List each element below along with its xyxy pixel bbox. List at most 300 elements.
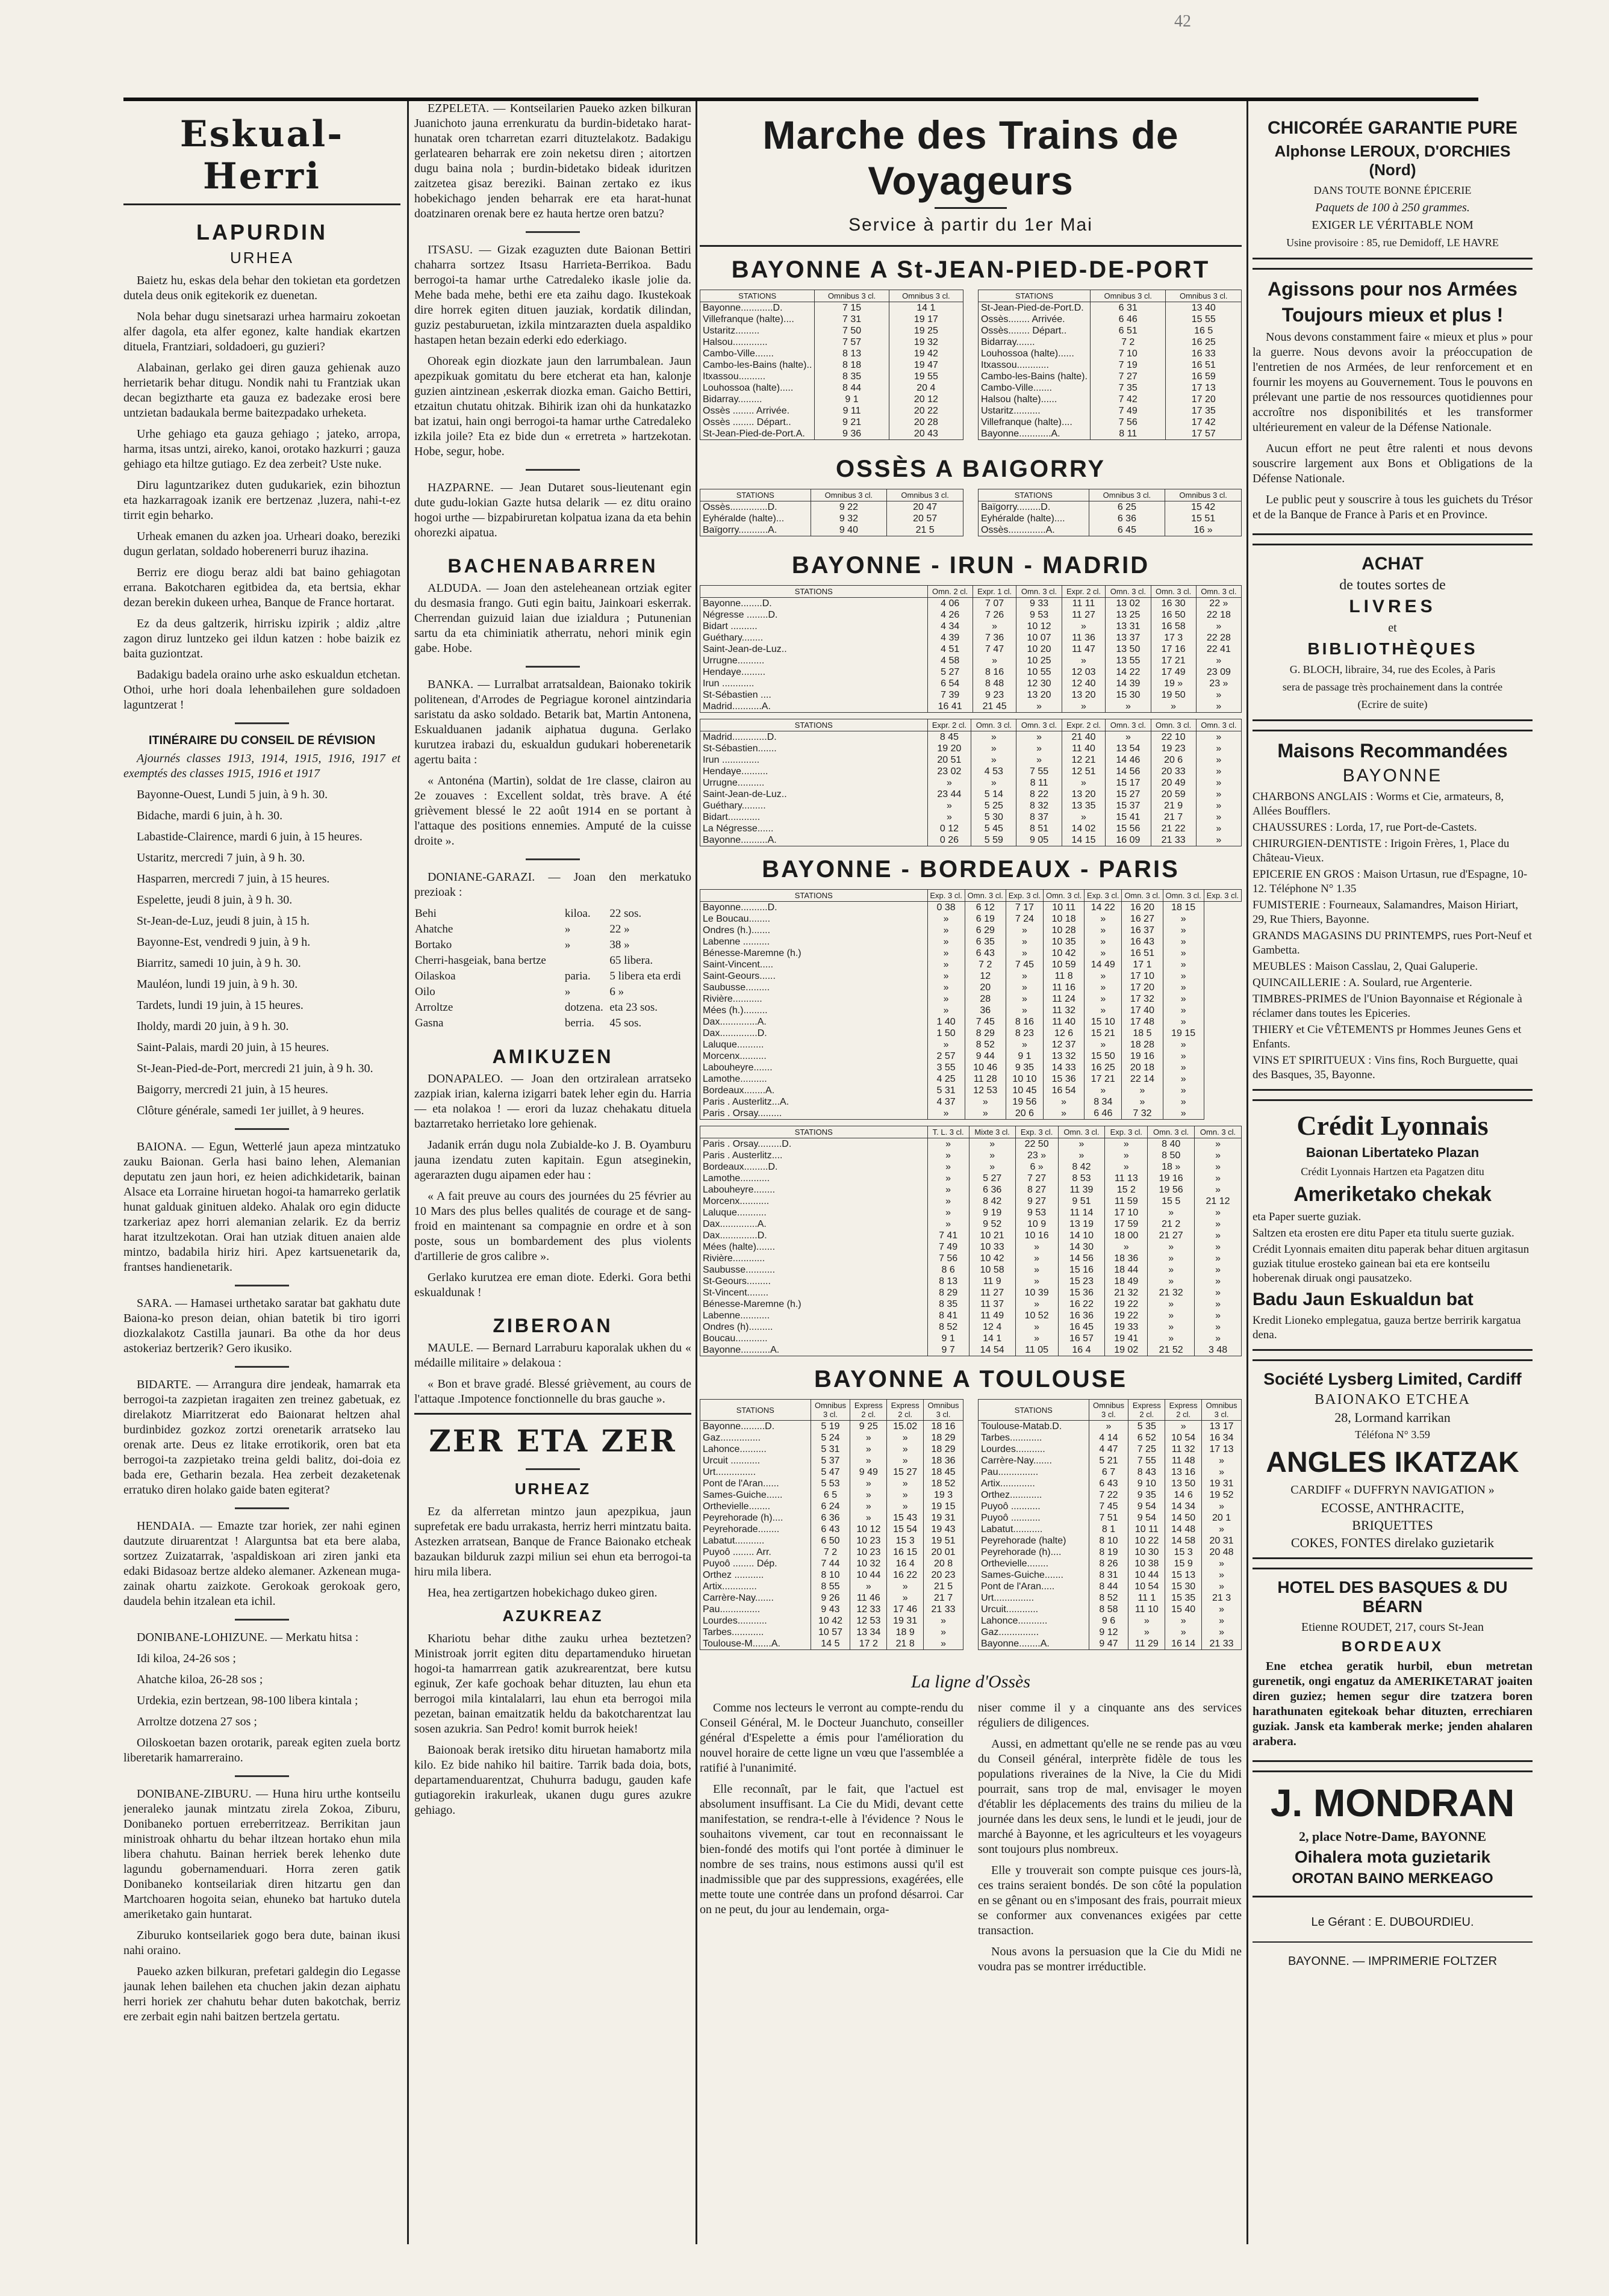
station-name: Labenne .......... xyxy=(700,936,928,948)
revision-line: Saint-Palais, mardi 20 juin, à 15 heures. xyxy=(137,1041,329,1054)
table-row xyxy=(979,501,1242,513)
table-row xyxy=(700,371,963,382)
table-row xyxy=(700,1432,963,1444)
departure-time: 11 32 xyxy=(1165,1444,1202,1455)
station-name: Négresse ........D. xyxy=(700,609,928,621)
timetable-bayonne-toulouse xyxy=(700,1399,963,1650)
table-row xyxy=(700,811,1242,823)
price-cell: 6 » xyxy=(609,985,624,998)
news-donapaleo-4: Gerlako kurutzea ere eman diote. Ederki. Gora bethi eskualdunak ! xyxy=(414,1271,691,1299)
table-header xyxy=(700,1126,1242,1138)
column-header: Omn. 3 cl. xyxy=(1151,719,1196,731)
azukreaz-text-2: Baionoak berak iretsiko ditu hiruetan hamabortz mila kilo. Ez bide nahiko hil baitire. Tarrik bada doia, bots, departamenduarentzat, Chuhurra badugu, gauden kafe gutiagorekin irakurleak, ukanen dugu gures azukre gehiago. xyxy=(414,1743,691,1817)
table-row xyxy=(700,666,1242,678)
departure-time: 9 10 xyxy=(1128,1478,1165,1489)
departure-time: 7 2 xyxy=(1090,337,1166,348)
departure-time: 21 32 xyxy=(1148,1287,1195,1298)
gerant: Le Gérant : E. DUBOURDIEU. xyxy=(1311,1916,1474,1929)
column-header: Expr. 1 cl. xyxy=(973,586,1016,598)
ad-line: Saltzen eta erosten ere ditu Paper eta titulu suerte guziak. xyxy=(1253,1227,1514,1240)
table-row xyxy=(979,1489,1242,1501)
departure-time: 13 31 xyxy=(1106,621,1151,632)
table-row xyxy=(700,1478,963,1489)
departure-time: 19 56 xyxy=(1006,1096,1043,1108)
price-cell: Gasna xyxy=(415,1017,444,1029)
column-1 xyxy=(123,101,400,2244)
column-header: Omn. 3 cl. xyxy=(971,719,1016,731)
table-row xyxy=(700,982,1242,993)
departure-time: 23 » xyxy=(1196,678,1241,689)
table-row xyxy=(700,1581,963,1592)
ad-heading: CHICORÉE GARANTIE PURE xyxy=(1267,118,1518,138)
ad-heading: Crédit Lyonnais xyxy=(1296,1110,1489,1141)
departure-time: 12 33 xyxy=(850,1604,887,1615)
separator xyxy=(235,1128,289,1130)
departure-time: » xyxy=(1196,655,1241,666)
separator xyxy=(526,1468,580,1470)
price-cell: » xyxy=(564,939,571,951)
table-row xyxy=(700,1455,963,1466)
departure-time: 6 46 xyxy=(1090,314,1166,325)
table-row xyxy=(700,1287,1242,1298)
departure-time: » xyxy=(1202,1604,1242,1615)
departure-time: 16 33 xyxy=(1166,348,1242,359)
departure-time: » xyxy=(1148,1333,1195,1344)
revision-title: ITINÉRAIRE DU CONSEIL DE RÉVISION xyxy=(148,734,376,747)
departure-time: » xyxy=(1006,1005,1043,1016)
station-name: Lahonce........... xyxy=(979,1615,1089,1627)
departure-time: 14 56 xyxy=(1106,766,1151,777)
separator xyxy=(526,666,580,668)
station-name: Paris . Orsay.........D. xyxy=(700,1138,928,1150)
departure-time: 11 27 xyxy=(969,1287,1015,1298)
business-entry: TIMBRES-PRIMES de l'Union Bayonnaise et Régionale à réclamer dans toutes les Epiceries. xyxy=(1253,993,1522,1020)
table-row xyxy=(700,1016,1242,1028)
news-bidarte: BIDARTE. — Arrangura dire jendeak, hamarrak eta berrogoi-ta zazpietan iragaiten zen treinez gabetuak, ez direlakotz Miarritzerat edo Baionarat heltzen ahal burdinbidez gozkoz zortzi orenetarik arratseko lau orenak arte. Deus ez litake errotikorik, oren bat eta berrogoi-ta zazpietako treina geldi balitz, doi-doia ez bada ere, Getharin bezala. Hea zerbeit dezaketenak erratuko diren holako gaide baten egiterat? xyxy=(123,1378,400,1497)
revision-line: Biarritz, samedi 10 juin, à 9 h. 30. xyxy=(137,957,301,970)
departure-time: 11 46 xyxy=(850,1592,887,1604)
departure-time: 10 9 xyxy=(1015,1218,1058,1230)
table-row xyxy=(700,1005,1242,1016)
departure-time: 7 56 xyxy=(927,1253,969,1264)
ad-line: DANS TOUTE BONNE ÉPICERIE xyxy=(1313,184,1472,196)
departure-time: 8 53 xyxy=(1058,1173,1105,1184)
business-entry: EPICERIE EN GROS : Maison Urtasun, rue d'Espagne, 10-12. Téléphone N° 1.35 xyxy=(1253,868,1528,895)
departure-time: 15 30 xyxy=(1165,1581,1202,1592)
table-row xyxy=(979,1592,1242,1604)
station-name: Bidart............ xyxy=(700,811,928,823)
departure-time: 6 35 xyxy=(965,936,1006,948)
departure-time: 8 13 xyxy=(927,1276,969,1287)
ad-line: Téléfona N° 3.59 xyxy=(1355,1429,1430,1441)
station-name: Pau............... xyxy=(700,1604,811,1615)
table-row xyxy=(979,1615,1242,1627)
departure-time: 9 25 xyxy=(850,1421,887,1433)
departure-time: » xyxy=(1196,800,1241,811)
departure-time: 18 36 xyxy=(924,1455,963,1466)
station-name: Lamothe.......... xyxy=(700,1073,928,1085)
ad-heading: Badu Jaun Eskualdun bat xyxy=(1253,1289,1474,1309)
departure-time: » xyxy=(1062,811,1106,823)
table-row xyxy=(700,632,1242,644)
departure-time: 16 45 xyxy=(1058,1321,1105,1333)
price-cell: dotzena. xyxy=(564,1001,603,1014)
region-title: BACHENABARREN xyxy=(447,555,658,577)
departure-time: 15 43 xyxy=(887,1512,924,1524)
departure-time: 9 33 xyxy=(1016,598,1062,610)
station-name: Ondres (h)......... xyxy=(700,1321,928,1333)
departure-time: 21 22 xyxy=(1151,823,1196,834)
station-name: Bayonne.........D. xyxy=(700,1421,811,1433)
departure-time: 9 6 xyxy=(1089,1615,1128,1627)
departure-time: 9 11 xyxy=(815,405,889,417)
departure-time: 4 47 xyxy=(1089,1444,1128,1455)
departure-time: 9 1 xyxy=(815,394,889,405)
station-name: Bayonne..........D. xyxy=(700,902,928,914)
departure-time: 10 32 xyxy=(850,1558,887,1569)
table-row xyxy=(700,1039,1242,1050)
table-row xyxy=(700,1050,1242,1062)
departure-time: » xyxy=(887,1501,924,1512)
price-cell: Behi xyxy=(415,907,437,920)
price-cell: Cherri-hasgeiak, bana bertze xyxy=(415,954,546,967)
departure-time: 36 xyxy=(965,1005,1006,1016)
departure-time: 22 10 xyxy=(1151,731,1196,743)
departure-time: » xyxy=(927,1173,969,1184)
departure-time: 22 » xyxy=(1196,598,1241,610)
departure-time: 8 51 xyxy=(1016,823,1062,834)
column-header: Expr. 2 cl. xyxy=(927,719,971,731)
departure-time: 10 25 xyxy=(1016,655,1062,666)
column-header: Exp. 3 cl. xyxy=(1105,1126,1148,1138)
departure-time: 20 47 xyxy=(887,501,963,513)
departure-time: » xyxy=(1016,701,1062,713)
station-name: Orthevielle........ xyxy=(700,1501,811,1512)
table-row xyxy=(979,314,1242,325)
departure-time: 13 02 xyxy=(1106,598,1151,610)
price-cell: Oilaskoa xyxy=(415,970,456,982)
departure-time: 0 26 xyxy=(927,834,971,846)
ad-line: G. BLOCH, libraire, 34, rue des Ecoles, à Paris xyxy=(1289,663,1496,675)
departure-time: » xyxy=(1148,1207,1195,1218)
departure-time: 9 35 xyxy=(1128,1489,1165,1501)
station-name: Peyrehorade........ xyxy=(700,1524,811,1535)
departure-time: » xyxy=(1202,1615,1242,1627)
departure-time: 9 27 xyxy=(1015,1196,1058,1207)
price-cell: eta 23 sos. xyxy=(609,1001,658,1014)
revision-line: Tardets, lundi 19 juin, à 15 heures. xyxy=(137,999,303,1012)
column-divider xyxy=(1246,101,1248,2244)
column-header: Omnibus 3 cl. xyxy=(889,290,963,302)
region-title: AMIKUZEN xyxy=(492,1046,614,1067)
departure-time: » xyxy=(927,982,965,993)
price-cell: » xyxy=(564,985,571,998)
departure-time: 11 29 xyxy=(1128,1638,1165,1650)
departure-time: 8 45 xyxy=(927,731,971,743)
route-title: BAYONNE - BORDEAUX - PARIS xyxy=(762,856,1180,883)
ad-heading: J. MONDRAN xyxy=(1270,1781,1515,1825)
table-row xyxy=(700,1604,963,1615)
departure-time: 5 30 xyxy=(971,811,1016,823)
departure-time: 7 19 xyxy=(1090,359,1166,371)
departure-time: » xyxy=(1202,1581,1242,1592)
column-header: Omn. 3 cl. xyxy=(1016,586,1062,598)
station-name: Bayonne........D. xyxy=(700,598,928,610)
separator xyxy=(235,1285,289,1286)
departure-time: 9 21 xyxy=(815,417,889,428)
departure-time: » xyxy=(1196,621,1241,632)
price-line: Arroltze dotzena 27 sos ; xyxy=(137,1715,257,1728)
departure-time: 9 43 xyxy=(811,1604,850,1615)
table-row xyxy=(700,1524,963,1535)
departure-time: 10 42 xyxy=(969,1253,1015,1264)
departure-time: » xyxy=(1148,1310,1195,1321)
station-name: Urcuit............ xyxy=(979,1604,1089,1615)
revision-line: Hasparren, mercredi 7 juin, à 15 heures. xyxy=(137,872,330,886)
station-name: St-Sébastien....... xyxy=(700,743,928,754)
business-list xyxy=(1253,790,1533,1082)
departure-time: 13 37 xyxy=(1106,632,1151,644)
departure-time: » xyxy=(1015,1241,1058,1253)
station-name: Hendaye......... xyxy=(700,666,928,678)
departure-time: » xyxy=(1062,701,1106,713)
departure-time: 13 50 xyxy=(1106,644,1151,655)
departure-time: 9 49 xyxy=(850,1466,887,1478)
departure-time: » xyxy=(927,1138,969,1150)
table-row xyxy=(700,1344,1242,1356)
departure-time: 20 51 xyxy=(927,754,971,766)
departure-time: 7 27 xyxy=(1015,1173,1058,1184)
table-row xyxy=(700,1421,963,1433)
departure-time: 7 22 xyxy=(1089,1489,1128,1501)
column-header: Omnibus 3 cl. xyxy=(811,1400,850,1421)
revision-line: Bayonne-Est, vendredi 9 juin, à 9 h. xyxy=(137,935,311,949)
ad-heading: Société Lysberg Limited, Cardiff xyxy=(1263,1370,1522,1388)
table-row xyxy=(700,1501,963,1512)
urhea-paragraph: Nola behar dugu sinetsarazi urhea harmairu zokoetan alfer dagola, eta alfer egonez, kalte handiak ekartzen dituela, Frantziari, soldadoeri, gu guzieri? xyxy=(123,310,400,353)
departure-time: 18 » xyxy=(1148,1161,1195,1173)
table-row xyxy=(700,1444,963,1455)
departure-time: 8 10 xyxy=(1089,1535,1128,1547)
table-row xyxy=(700,1173,1242,1184)
departure-time: » xyxy=(1085,982,1122,993)
departure-time: » xyxy=(1195,1207,1242,1218)
table-row xyxy=(700,359,963,371)
station-name: Le Boucau........ xyxy=(700,913,928,925)
column-header: Mixte 3 cl. xyxy=(969,1126,1015,1138)
table-row xyxy=(700,1196,1242,1207)
table-row xyxy=(979,1535,1242,1547)
table-row xyxy=(700,948,1242,959)
table-row xyxy=(700,337,963,348)
departure-time: » xyxy=(1202,1466,1242,1478)
departure-time: » xyxy=(1165,1421,1202,1433)
station-name: Peyrehorade (halte) xyxy=(979,1535,1089,1547)
departure-time: 8 55 xyxy=(811,1581,850,1592)
departure-time: 6 » xyxy=(1015,1161,1058,1173)
departure-time: 11 37 xyxy=(969,1298,1015,1310)
table-row xyxy=(700,1276,1242,1287)
table-row xyxy=(700,621,1242,632)
table-row xyxy=(700,1489,963,1501)
departure-time: » xyxy=(1058,1150,1105,1161)
station-name: Laluque........... xyxy=(700,1207,928,1218)
page-number: 42 xyxy=(1174,12,1191,31)
departure-time: » xyxy=(1015,1264,1058,1276)
departure-time: 15 3 xyxy=(887,1535,924,1547)
departure-time: 7 10 xyxy=(1090,348,1166,359)
column-header: Omn. 3 cl. xyxy=(965,890,1006,902)
departure-time: 8 19 xyxy=(1089,1547,1128,1558)
departure-time: 20 18 xyxy=(1122,1062,1163,1073)
departure-time: » xyxy=(887,1444,924,1455)
station-name: Ustaritz......... xyxy=(700,325,815,337)
departure-time: 10 16 xyxy=(1015,1230,1058,1241)
departure-time: 14 5 xyxy=(811,1638,850,1650)
departure-time: 8 29 xyxy=(927,1287,969,1298)
departure-time: » xyxy=(1163,1096,1204,1108)
news-donapaleo-2: Jadanik errán dugu nola Zubialde-ko J. B. Oyamburu jauna izendatu zuten kapitain. Egun atseginekin, agerarazten dugu aipamen eder hau : xyxy=(414,1138,691,1182)
station-name: Ustaritz.......... xyxy=(979,405,1091,417)
departure-time: 9 40 xyxy=(811,524,887,536)
column-header: Omnibus 3 cl. xyxy=(1202,1400,1242,1421)
departure-time: 9 26 xyxy=(811,1592,850,1604)
departure-time: 7 39 xyxy=(927,689,973,701)
table-row xyxy=(979,1444,1242,1455)
table-row xyxy=(700,1321,1242,1333)
departure-time: » xyxy=(1105,1161,1148,1173)
departure-time: 13 50 xyxy=(1165,1478,1202,1489)
table-row xyxy=(700,1592,963,1604)
service-date: Service à partir du 1er Mai xyxy=(848,215,1093,235)
station-name: Orthevielle........ xyxy=(979,1558,1089,1569)
departure-time: 17 49 xyxy=(1151,666,1196,678)
column-header: Exp. 3 cl. xyxy=(1085,890,1122,902)
departure-time: 10 55 xyxy=(1016,666,1062,678)
departure-time: 20 23 xyxy=(924,1569,963,1581)
departure-time: 9 36 xyxy=(815,428,889,440)
departure-time: 16 36 xyxy=(1058,1310,1105,1321)
ad-line: sera de passage très prochainement dans la contrée xyxy=(1282,681,1503,693)
timetable-osses-baigorry xyxy=(700,489,963,536)
departure-time: 19 31 xyxy=(887,1615,924,1627)
departure-time: » xyxy=(1195,1298,1242,1310)
departure-time: 9 52 xyxy=(969,1218,1015,1230)
departure-time: » xyxy=(1122,1096,1163,1108)
departure-time: 17 35 xyxy=(1166,405,1242,417)
departure-time: 21 32 xyxy=(1105,1287,1148,1298)
station-name: Ossès........ Arrivée. xyxy=(979,314,1091,325)
station-name: Lourdes........... xyxy=(979,1444,1089,1455)
news-ziburu: DONIBANE-ZIBURU. — Huna hiru urthe kontseilu jeneraleko jaunak mintzatu zirela Zokoa, Ziburu, Donibaneko portuen erreberritzeaz. Berrikitan jaun ministroak ohhartu du behar iltzean hortako ehun mila libera chahutu. Bainan herriek berek lehenko dute lagundu gobernamenduari. Horra zeren gatik Donibaneko kontseilariak diren hitzartu gen dan Martchoaren hogoita seian, ehuneko bat hartuko dutela ameriketako gain huntarat. xyxy=(123,1787,400,1921)
departure-time: » xyxy=(1006,936,1043,948)
departure-time: 21 5 xyxy=(924,1581,963,1592)
column-header: Omn. 3 cl. xyxy=(1016,719,1062,731)
table-row xyxy=(979,524,1242,536)
departure-time: 19 32 xyxy=(889,337,963,348)
station-name: Urt............... xyxy=(979,1592,1089,1604)
station-name: Morcenx........... xyxy=(700,1196,928,1207)
station-name: Gaz............... xyxy=(979,1627,1089,1638)
departure-time: 19 3 xyxy=(924,1489,963,1501)
departure-time: 15 51 xyxy=(1165,513,1242,524)
table-row xyxy=(979,371,1242,382)
station-name: Itxassou.......... xyxy=(700,371,815,382)
column-header: Omn. 3 cl. xyxy=(1196,719,1241,731)
table-row xyxy=(700,513,963,524)
column-header: Exp. 3 cl. xyxy=(927,890,965,902)
departure-time: 13 19 xyxy=(1058,1218,1105,1230)
departure-time: 9 54 xyxy=(1128,1501,1165,1512)
departure-time: 10 10 xyxy=(1006,1073,1043,1085)
departure-time: 14 22 xyxy=(1106,666,1151,678)
departure-time: » xyxy=(1016,754,1062,766)
region-title: LAPURDIN xyxy=(196,220,328,244)
news-baiona: BAIONA. — Egun, Wetterlé jaun apeza mintzatuko zauku Baionan. Gerla hasi baino lehen, Alemanian deputatu zen jaun hori, ez heien adichkidetarik, bainan Alsace eta Lorraine hiruetan hogoi-ta hamarreko gerlatik hunat galduak ginituen aldeko. Ahalak oro egin diducte tzarkeriaz apez horri alemanian zelarik. Ez da berriz harat itzultzekotan. Orai han utziak dituen anaien alde mintzo, badabila hiriz hiri. Apez kartsuenetarik da, frantses handienetarik. xyxy=(123,1140,400,1274)
station-name: Baïgorry.........D. xyxy=(979,501,1089,513)
departure-time: 16 4 xyxy=(887,1558,924,1569)
column-header: Exp. 3 cl. xyxy=(1006,890,1043,902)
departure-time: 10 12 xyxy=(850,1524,887,1535)
departure-time: » xyxy=(1196,811,1241,823)
departure-time: » xyxy=(1128,1627,1165,1638)
departure-time: » xyxy=(1148,1241,1195,1253)
table-row xyxy=(700,1547,963,1558)
departure-time: 15 36 xyxy=(1044,1073,1085,1085)
departure-time: 17 13 xyxy=(1166,382,1242,394)
station-name: Laluque.......... xyxy=(700,1039,928,1050)
departure-time: 12 03 xyxy=(1062,666,1106,678)
departure-time: 19 23 xyxy=(1151,743,1196,754)
departure-time: 16 51 xyxy=(1166,359,1242,371)
price-row xyxy=(414,984,691,1000)
departure-time: » xyxy=(1148,1253,1195,1264)
table-row xyxy=(700,731,1242,743)
departure-time: 7 07 xyxy=(973,598,1016,610)
station-name: Bidarray....... xyxy=(979,337,1091,348)
ad-heading: BORDEAUX xyxy=(1341,1639,1444,1655)
urhea-paragraph: Berriz ere diogu beraz aldi bat baino gehiagotan errana. Bakotcharen egitbidea da, eta bertsia, ekhar dezan berekin dukeen urhea, Banque de France hortarat. xyxy=(123,566,400,609)
departure-time: 9 22 xyxy=(811,501,887,513)
column-header: Omnibus 3 cl. xyxy=(924,1400,963,1421)
table-row xyxy=(979,1547,1242,1558)
departure-time: 22 28 xyxy=(1196,632,1241,644)
departure-time: 23 09 xyxy=(1196,666,1241,678)
station-name: Pau............... xyxy=(979,1466,1089,1478)
departure-time: » xyxy=(1062,777,1106,789)
station-name: La Négresse...... xyxy=(700,823,928,834)
departure-time: 18 29 xyxy=(924,1444,963,1455)
urheaz-text: Ez da alferretan mintzo jaun apezpikua, jaun suprefetak ere badu urrakasta, herriz herri mintzatu baita. Astezken arratsean, Banque de France Baionako etcheak bazaukan bilduruk zazpi miliun sei ehun eta berrogoi-ta hiru mila libera. xyxy=(414,1505,691,1578)
column-header: Omnibus 3 cl. xyxy=(887,489,963,501)
price-cell: 38 » xyxy=(609,939,630,951)
departure-time: 6 43 xyxy=(811,1524,850,1535)
departure-time: 21 27 xyxy=(1148,1230,1195,1241)
departure-time: 3 48 xyxy=(1195,1344,1242,1356)
departure-time: 6 25 xyxy=(1089,501,1165,513)
departure-time: 20 12 xyxy=(889,394,963,405)
ad-line: EXIGER LE VÉRITABLE NOM xyxy=(1312,219,1474,232)
station-name: Rivière............ xyxy=(700,1253,928,1264)
departure-time: 8 35 xyxy=(927,1298,969,1310)
departure-time: 10 28 xyxy=(1044,925,1085,936)
ad-heading: LIVRES xyxy=(1349,597,1436,616)
departure-time: 7 36 xyxy=(973,632,1016,644)
table-header xyxy=(979,489,1242,501)
station-name: Ossès ........ Arrivée. xyxy=(700,405,815,417)
departure-time: 22 14 xyxy=(1122,1073,1163,1085)
table-row xyxy=(700,655,1242,666)
